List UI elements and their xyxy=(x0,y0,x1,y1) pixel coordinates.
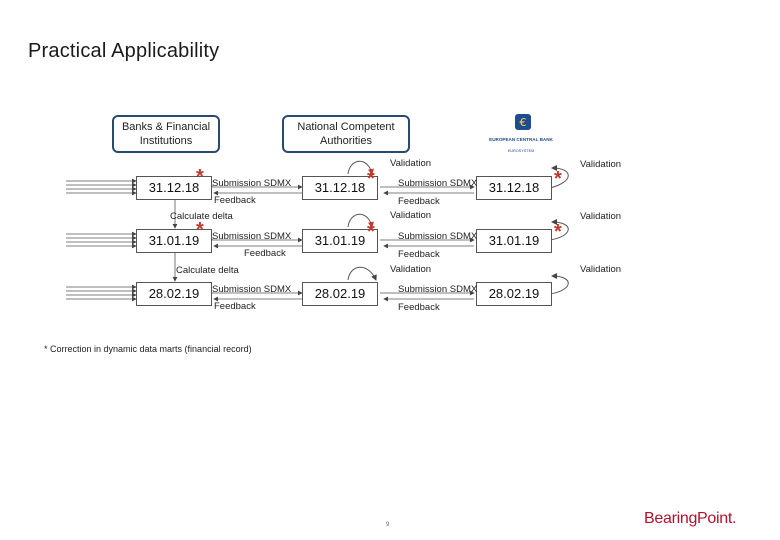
nca-validation-label-1: Validation xyxy=(390,158,432,169)
nca-validation-label-2: Validation xyxy=(390,210,432,221)
nca-date-box-2: 31.01.19 xyxy=(302,229,378,253)
nca-feedback-label-2: Feedback xyxy=(398,249,440,260)
feedback-label-1: Feedback xyxy=(214,195,256,206)
nca-feedback-label-3: Feedback xyxy=(398,302,440,313)
nca-submission-label-3: Submission SDMX xyxy=(398,284,478,295)
svg-text:€: € xyxy=(519,116,527,129)
footnote: * Correction in dynamic data marts (financial record) xyxy=(44,344,252,354)
ecb-date-box-3: 28.02.19 xyxy=(476,282,552,306)
feedback-label-2: Feedback xyxy=(244,248,286,259)
page-title: Practical Applicability xyxy=(28,40,220,62)
ecb-validation-label-1: Validation xyxy=(580,159,622,170)
correction-star-ecb-2: * xyxy=(554,221,562,243)
ecb-validation-label-2: Validation xyxy=(580,211,622,222)
correction-star-nca-1: * xyxy=(367,168,375,190)
correction-star-bank-1: * xyxy=(196,166,204,188)
bank-date-box-2: 31.01.19 xyxy=(136,229,212,253)
calculate-delta-label-2: Calculate delta xyxy=(176,265,239,276)
nca-submission-label-1: Submission SDMX xyxy=(398,178,478,189)
calculate-delta-label-1: Calculate delta xyxy=(170,211,233,222)
ecb-validation-label-3: Validation xyxy=(580,264,622,275)
page-number: 9 xyxy=(386,522,390,528)
correction-star-ecb-1: * xyxy=(554,168,562,190)
ecb-logo-subtext: EUROSYSTEM xyxy=(507,149,535,153)
nca-submission-label-2: Submission SDMX xyxy=(398,231,478,242)
nca-date-box-3: 28.02.19 xyxy=(302,282,378,306)
bank-date-box-3: 28.02.19 xyxy=(136,282,212,306)
feedback-label-3: Feedback xyxy=(214,301,256,312)
nca-date-box-1: 31.12.18 xyxy=(302,176,378,200)
nca-header-label: National Competent Authorities xyxy=(297,121,395,147)
submission-label-3: Submission SDMX xyxy=(212,284,292,295)
ecb-logo-text: EUROPEAN CENTRAL BANK xyxy=(489,137,553,142)
bank-date-box-1: 31.12.18 xyxy=(136,176,212,200)
ecb-date-box-2: 31.01.19 xyxy=(476,229,552,253)
submission-label-2: Submission SDMX xyxy=(212,231,292,242)
ecb-date-box-1: 31.12.18 xyxy=(476,176,552,200)
nca-feedback-label-1: Feedback xyxy=(398,196,440,207)
submission-label-1: Submission SDMX xyxy=(212,178,292,189)
banks-header-label: Banks & Financial Institutions xyxy=(121,121,211,147)
correction-star-nca-2: * xyxy=(367,221,375,243)
nca-validation-label-3: Validation xyxy=(390,264,432,275)
bearingpoint-logo: BearingPoint. xyxy=(644,510,737,527)
correction-star-bank-2: * xyxy=(196,219,204,241)
